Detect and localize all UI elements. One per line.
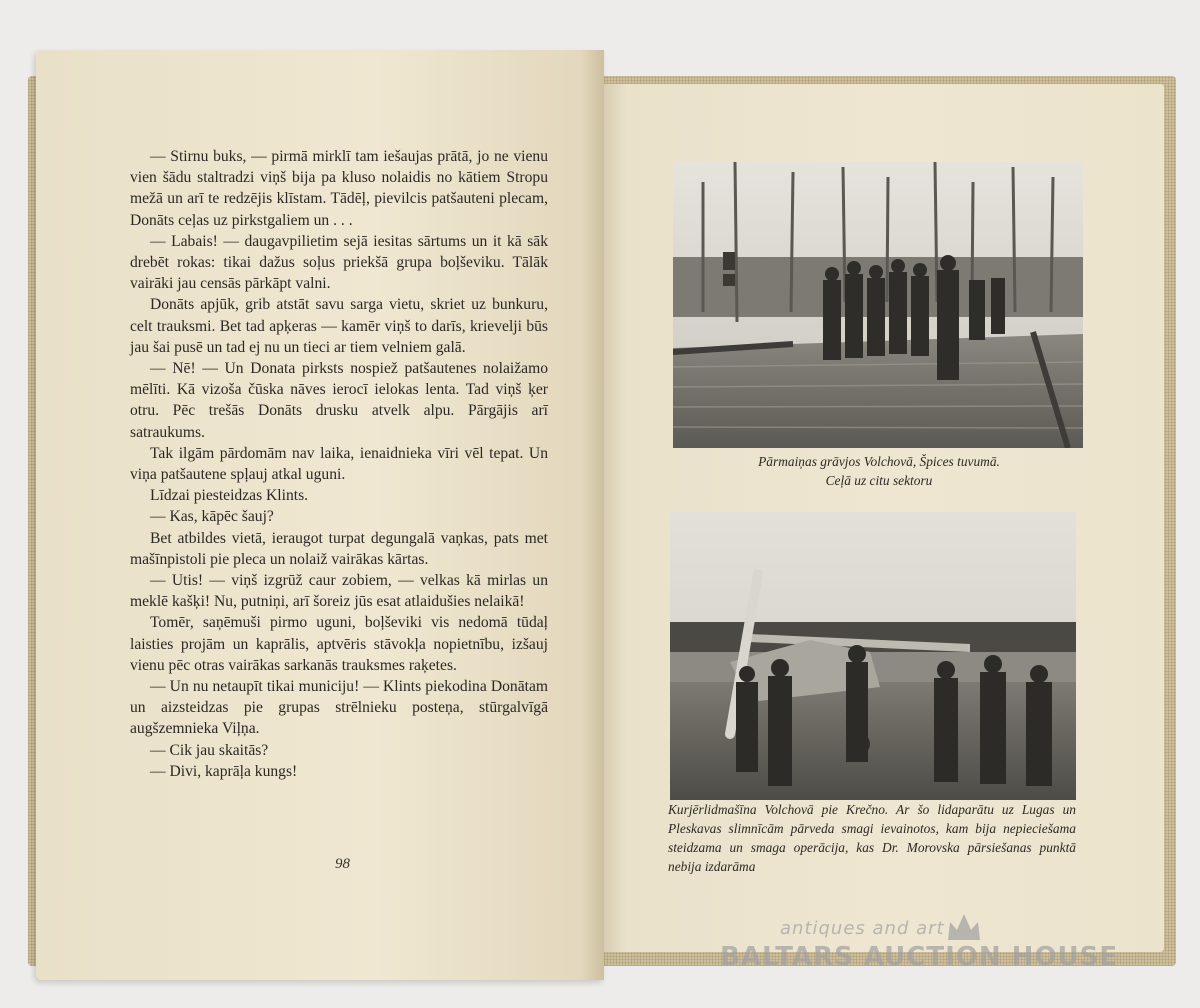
left-page-text (130, 146, 548, 782)
photo-soldiers-in-forest (673, 162, 1083, 448)
paragraph: — Utis! — viņš izgrūž caur zobiem, — velkas kā mirlas un meklē kašķi! Nu, putniņi, arī šoreiz jūs esat atlaidušies nelaikā! (130, 572, 548, 611)
caption-line: Ceļā uz citu sektoru (825, 473, 933, 488)
paragraph: — Stirnu buks, — pirmā mirklī tam iešaujas prātā, jo ne vienu vien šādu staltradzi viņš bija pa kluso nolaidis no kātiem Stropu mežā un arī te redzējis klīstam. Tādēļ, pievilcis patšauteni plecam, Donāts ceļas uz pirkstgaliem un . . . (130, 148, 548, 229)
paragraph: — Cik jau skaitās? (150, 741, 269, 759)
photo-courier-airplane (670, 512, 1076, 800)
paragraph: Bet atbildes vietā, ieraugot turpat degungalā vaņkas, pats met mašīnpistoli pie pleca un nolaiž vairākas kārtas. (130, 529, 548, 568)
paragraph: — Nē! — Un Donata pirksts nospiež patšautenes nolaižamo mēlīti. Kā vizoša čūska nāves ierocī ielokas lenta. Tad viņš ķer otru. Pēc trešās Donāts drusku atvelk alpu. Pārgājis arī satraukums. (130, 360, 548, 441)
page-number: 98 (335, 856, 350, 872)
watermark-brand: BALTARS AUCTION HOUSE (720, 942, 1119, 972)
paragraph: Tomēr, saņēmuši pirmo uguni, boļševiki vis nedomā tūdaļ laisties projām un kaprālis, aptvēris stāvokļa nopietnību, izšauj vienu pēc otras vairākas sarkanās trauksmes raķetes. (130, 614, 548, 674)
paragraph: — Kas, kāpēc šauj? (150, 508, 274, 526)
paragraph: Tak ilgām pārdomām nav laika, ienaidnieka vīri vēl tepat. Un viņa patšautene spļauj atkal uguni. (130, 444, 548, 484)
caption-line: Pārmaiņas grāvjos Volchovā, Špices tuvumā. (758, 454, 1000, 469)
crown-icon (946, 912, 982, 942)
paragraph: — Divi, kaprāļa kungs! (150, 762, 298, 780)
paragraph: Līdzai piesteidzas Klints. (150, 487, 309, 505)
watermark (720, 912, 1140, 992)
paragraph: — Un nu netaupīt tikai municiju! — Klints piekodina Donātam un aizsteidzas pie grupas strēlnieku posteņa, stūrgalvīgā augšzemnieka Viļņa. (130, 678, 548, 738)
photo-caption-2: Kurjērlidmašīna Volchovā pie Krečno. Ar šo lidaparātu uz Lugas un Pleskavas slimnīcām pārveda smagi ievainotos, kam bija nepieciešama steidzama un smaga operācija, kas Dr. Morovska pārsiešanas punktā nebija izdarāma (668, 802, 1076, 874)
paragraph: — Labais! — daugavpilietim sejā iesitas sārtums un it kā sāk drebēt rokas: tikai dažus soļus priekšā grupa boļševiku. Tālāk vairāki jau censās pārkāpt valni. (130, 232, 548, 293)
photo-caption-1 (676, 452, 1082, 490)
paragraph: Donāts apjūk, grib atstāt savu sarga vietu, skriet uz bunkuru, celt trauksmi. Bet tad apķeras — kamēr viņš to darīs, krievelji būs jau šai pusē un tad ej nu un tieci ar tiem velniem galā. (130, 296, 548, 356)
watermark-tagline: antiques and art (780, 918, 945, 939)
